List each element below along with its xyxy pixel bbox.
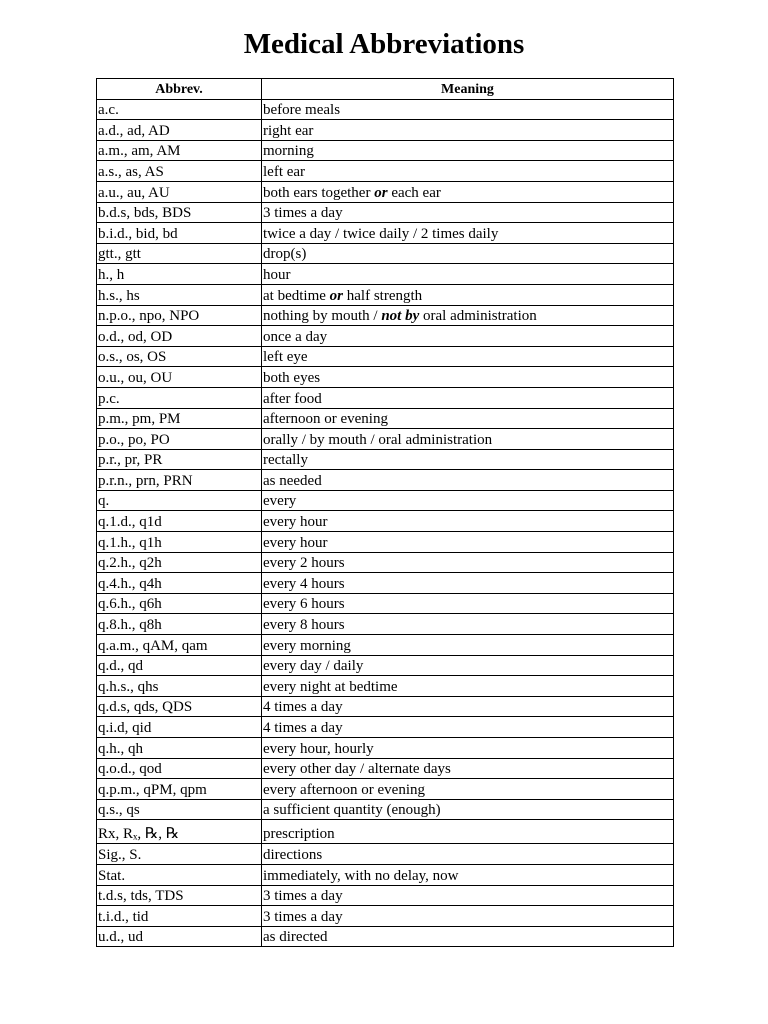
meaning-cell: every day / daily (262, 655, 674, 676)
abbrev-cell: p.m., pm, PM (97, 408, 262, 429)
meaning-cell (262, 305, 674, 326)
meaning-cell: every 6 hours (262, 593, 674, 614)
abbrev-cell: q.2.h., q2h (97, 552, 262, 573)
table-row (97, 181, 674, 202)
meaning-cell: 3 times a day (262, 202, 674, 223)
column-header-abbrev: Abbrev. (97, 79, 262, 100)
abbrev-cell: p.r., pr, PR (97, 449, 262, 470)
meaning-cell: 4 times a day (262, 696, 674, 717)
meaning-cell: every 2 hours (262, 552, 674, 573)
table-row (97, 243, 674, 264)
table-row (97, 284, 674, 305)
meaning-cell: every (262, 490, 674, 511)
abbrev-cell: a.d., ad, AD (97, 120, 262, 141)
abbrev-cell: o.u., ou, OU (97, 367, 262, 388)
abbrev-cell: h., h (97, 264, 262, 285)
meaning-cell: twice a day / twice daily / 2 times daily (262, 223, 674, 244)
abbrev-cell: Rx, Rₓ, ℞, ℞ (97, 820, 262, 844)
table-row (97, 120, 674, 141)
table-row (97, 449, 674, 470)
meaning-cell: every other day / alternate days (262, 758, 674, 779)
meaning-cell: every night at bedtime (262, 676, 674, 697)
abbrev-cell: p.r.n., prn, PRN (97, 470, 262, 491)
meaning-cell: 3 times a day (262, 885, 674, 906)
table-row (97, 758, 674, 779)
meaning-cell: drop(s) (262, 243, 674, 264)
table-row (97, 844, 674, 865)
abbrev-cell: a.c. (97, 99, 262, 120)
table-row (97, 738, 674, 759)
table-row (97, 161, 674, 182)
abbrev-cell: a.u., au, AU (97, 181, 262, 202)
meaning-cell: as directed (262, 926, 674, 947)
abbrev-cell: t.d.s, tds, TDS (97, 885, 262, 906)
abbrev-cell: p.o., po, PO (97, 429, 262, 450)
abbrev-cell: u.d., ud (97, 926, 262, 947)
meaning-cell: prescription (262, 820, 674, 844)
meaning-cell: after food (262, 387, 674, 408)
abbrev-cell: o.d., od, OD (97, 326, 262, 347)
meaning-cell: every afternoon or evening (262, 779, 674, 800)
meaning-text: half strength (343, 287, 423, 304)
meaning-cell: once a day (262, 326, 674, 347)
meaning-cell: left eye (262, 346, 674, 367)
abbreviations-table (96, 78, 674, 947)
page-title: Medical Abbreviations (243, 28, 525, 60)
table-row (97, 864, 674, 885)
meaning-emphasis: or (374, 184, 388, 201)
abbrev-cell: q.d.s, qds, QDS (97, 696, 262, 717)
table-row (97, 140, 674, 161)
meaning-cell: hour (262, 264, 674, 285)
abbrev-cell: q.4.h., q4h (97, 573, 262, 594)
table-row (97, 906, 674, 927)
table-row (97, 223, 674, 244)
column-header-meaning: Meaning (262, 79, 674, 100)
table-row (97, 511, 674, 532)
table-row (97, 99, 674, 120)
table-row (97, 532, 674, 553)
abbrev-cell: q.a.m., qAM, qam (97, 635, 262, 656)
table-body (97, 99, 674, 947)
table-row (97, 305, 674, 326)
abbrev-cell: h.s., hs (97, 284, 262, 305)
meaning-cell: orally / by mouth / oral administration (262, 429, 674, 450)
abbrev-cell: o.s., os, OS (97, 346, 262, 367)
meaning-cell: both eyes (262, 367, 674, 388)
table-row (97, 717, 674, 738)
meaning-cell: 4 times a day (262, 717, 674, 738)
meaning-text: at bedtime (263, 287, 330, 304)
meaning-cell: a sufficient quantity (enough) (262, 799, 674, 820)
abbrev-cell: a.m., am, AM (97, 140, 262, 161)
table-row (97, 202, 674, 223)
meaning-text: nothing by mouth / (263, 308, 382, 325)
meaning-cell: every morning (262, 635, 674, 656)
abbrev-cell: b.d.s, bds, BDS (97, 202, 262, 223)
abbrev-cell: q.o.d., qod (97, 758, 262, 779)
abbrev-cell: p.c. (97, 387, 262, 408)
abbrev-cell: a.s., as, AS (97, 161, 262, 182)
table-row (97, 885, 674, 906)
table-row (97, 926, 674, 947)
table-row (97, 326, 674, 347)
table-row (97, 696, 674, 717)
meaning-emphasis: or (329, 287, 343, 304)
abbrev-cell: gtt., gtt (97, 243, 262, 264)
meaning-cell: right ear (262, 120, 674, 141)
abbrev-cell: q.h.s., qhs (97, 676, 262, 697)
meaning-emphasis: not by (381, 308, 420, 325)
abbrev-cell: q.1.h., q1h (97, 532, 262, 553)
abbrev-cell: q.d., qd (97, 655, 262, 676)
abbrev-cell: q. (97, 490, 262, 511)
abbrev-cell: q.8.h., q8h (97, 614, 262, 635)
abbrev-cell: t.i.d., tid (97, 906, 262, 927)
abbrev-cell: q.1.d., q1d (97, 511, 262, 532)
abbrev-cell: Stat. (97, 864, 262, 885)
table-row (97, 799, 674, 820)
abbrev-cell: q.h., qh (97, 738, 262, 759)
meaning-cell: every hour (262, 532, 674, 553)
table-row (97, 676, 674, 697)
abbrev-cell: n.p.o., npo, NPO (97, 305, 262, 326)
meaning-cell: directions (262, 844, 674, 865)
table-row (97, 490, 674, 511)
table-row (97, 573, 674, 594)
meaning-cell: every hour, hourly (262, 738, 674, 759)
table-row (97, 552, 674, 573)
abbrev-cell: q.s., qs (97, 799, 262, 820)
meaning-cell: 3 times a day (262, 906, 674, 927)
table-row (97, 470, 674, 491)
table-row (97, 593, 674, 614)
meaning-cell: morning (262, 140, 674, 161)
meaning-cell: as needed (262, 470, 674, 491)
meaning-cell (262, 181, 674, 202)
meaning-cell (262, 284, 674, 305)
meaning-text: both ears together (263, 184, 375, 201)
meaning-cell: rectally (262, 449, 674, 470)
table-header-row (97, 79, 674, 100)
abbrev-cell: b.i.d., bid, bd (97, 223, 262, 244)
meaning-cell: every 8 hours (262, 614, 674, 635)
abbrev-cell: q.i.d, qid (97, 717, 262, 738)
table-row (97, 387, 674, 408)
meaning-cell: every hour (262, 511, 674, 532)
table-row (97, 408, 674, 429)
table-row (97, 346, 674, 367)
table-row (97, 779, 674, 800)
table-row (97, 820, 674, 844)
table-row (97, 635, 674, 656)
table-row (97, 655, 674, 676)
table-row (97, 264, 674, 285)
table-row (97, 429, 674, 450)
meaning-cell: before meals (262, 99, 674, 120)
meaning-cell: every 4 hours (262, 573, 674, 594)
meaning-cell: afternoon or evening (262, 408, 674, 429)
table-row (97, 614, 674, 635)
meaning-text: oral administration (419, 308, 537, 325)
abbrev-cell: q.6.h., q6h (97, 593, 262, 614)
abbrev-cell: Sig., S. (97, 844, 262, 865)
meaning-cell: immediately, with no delay, now (262, 864, 674, 885)
abbrev-cell: q.p.m., qPM, qpm (97, 779, 262, 800)
meaning-text: each ear (387, 184, 441, 201)
meaning-cell: left ear (262, 161, 674, 182)
table-row (97, 367, 674, 388)
